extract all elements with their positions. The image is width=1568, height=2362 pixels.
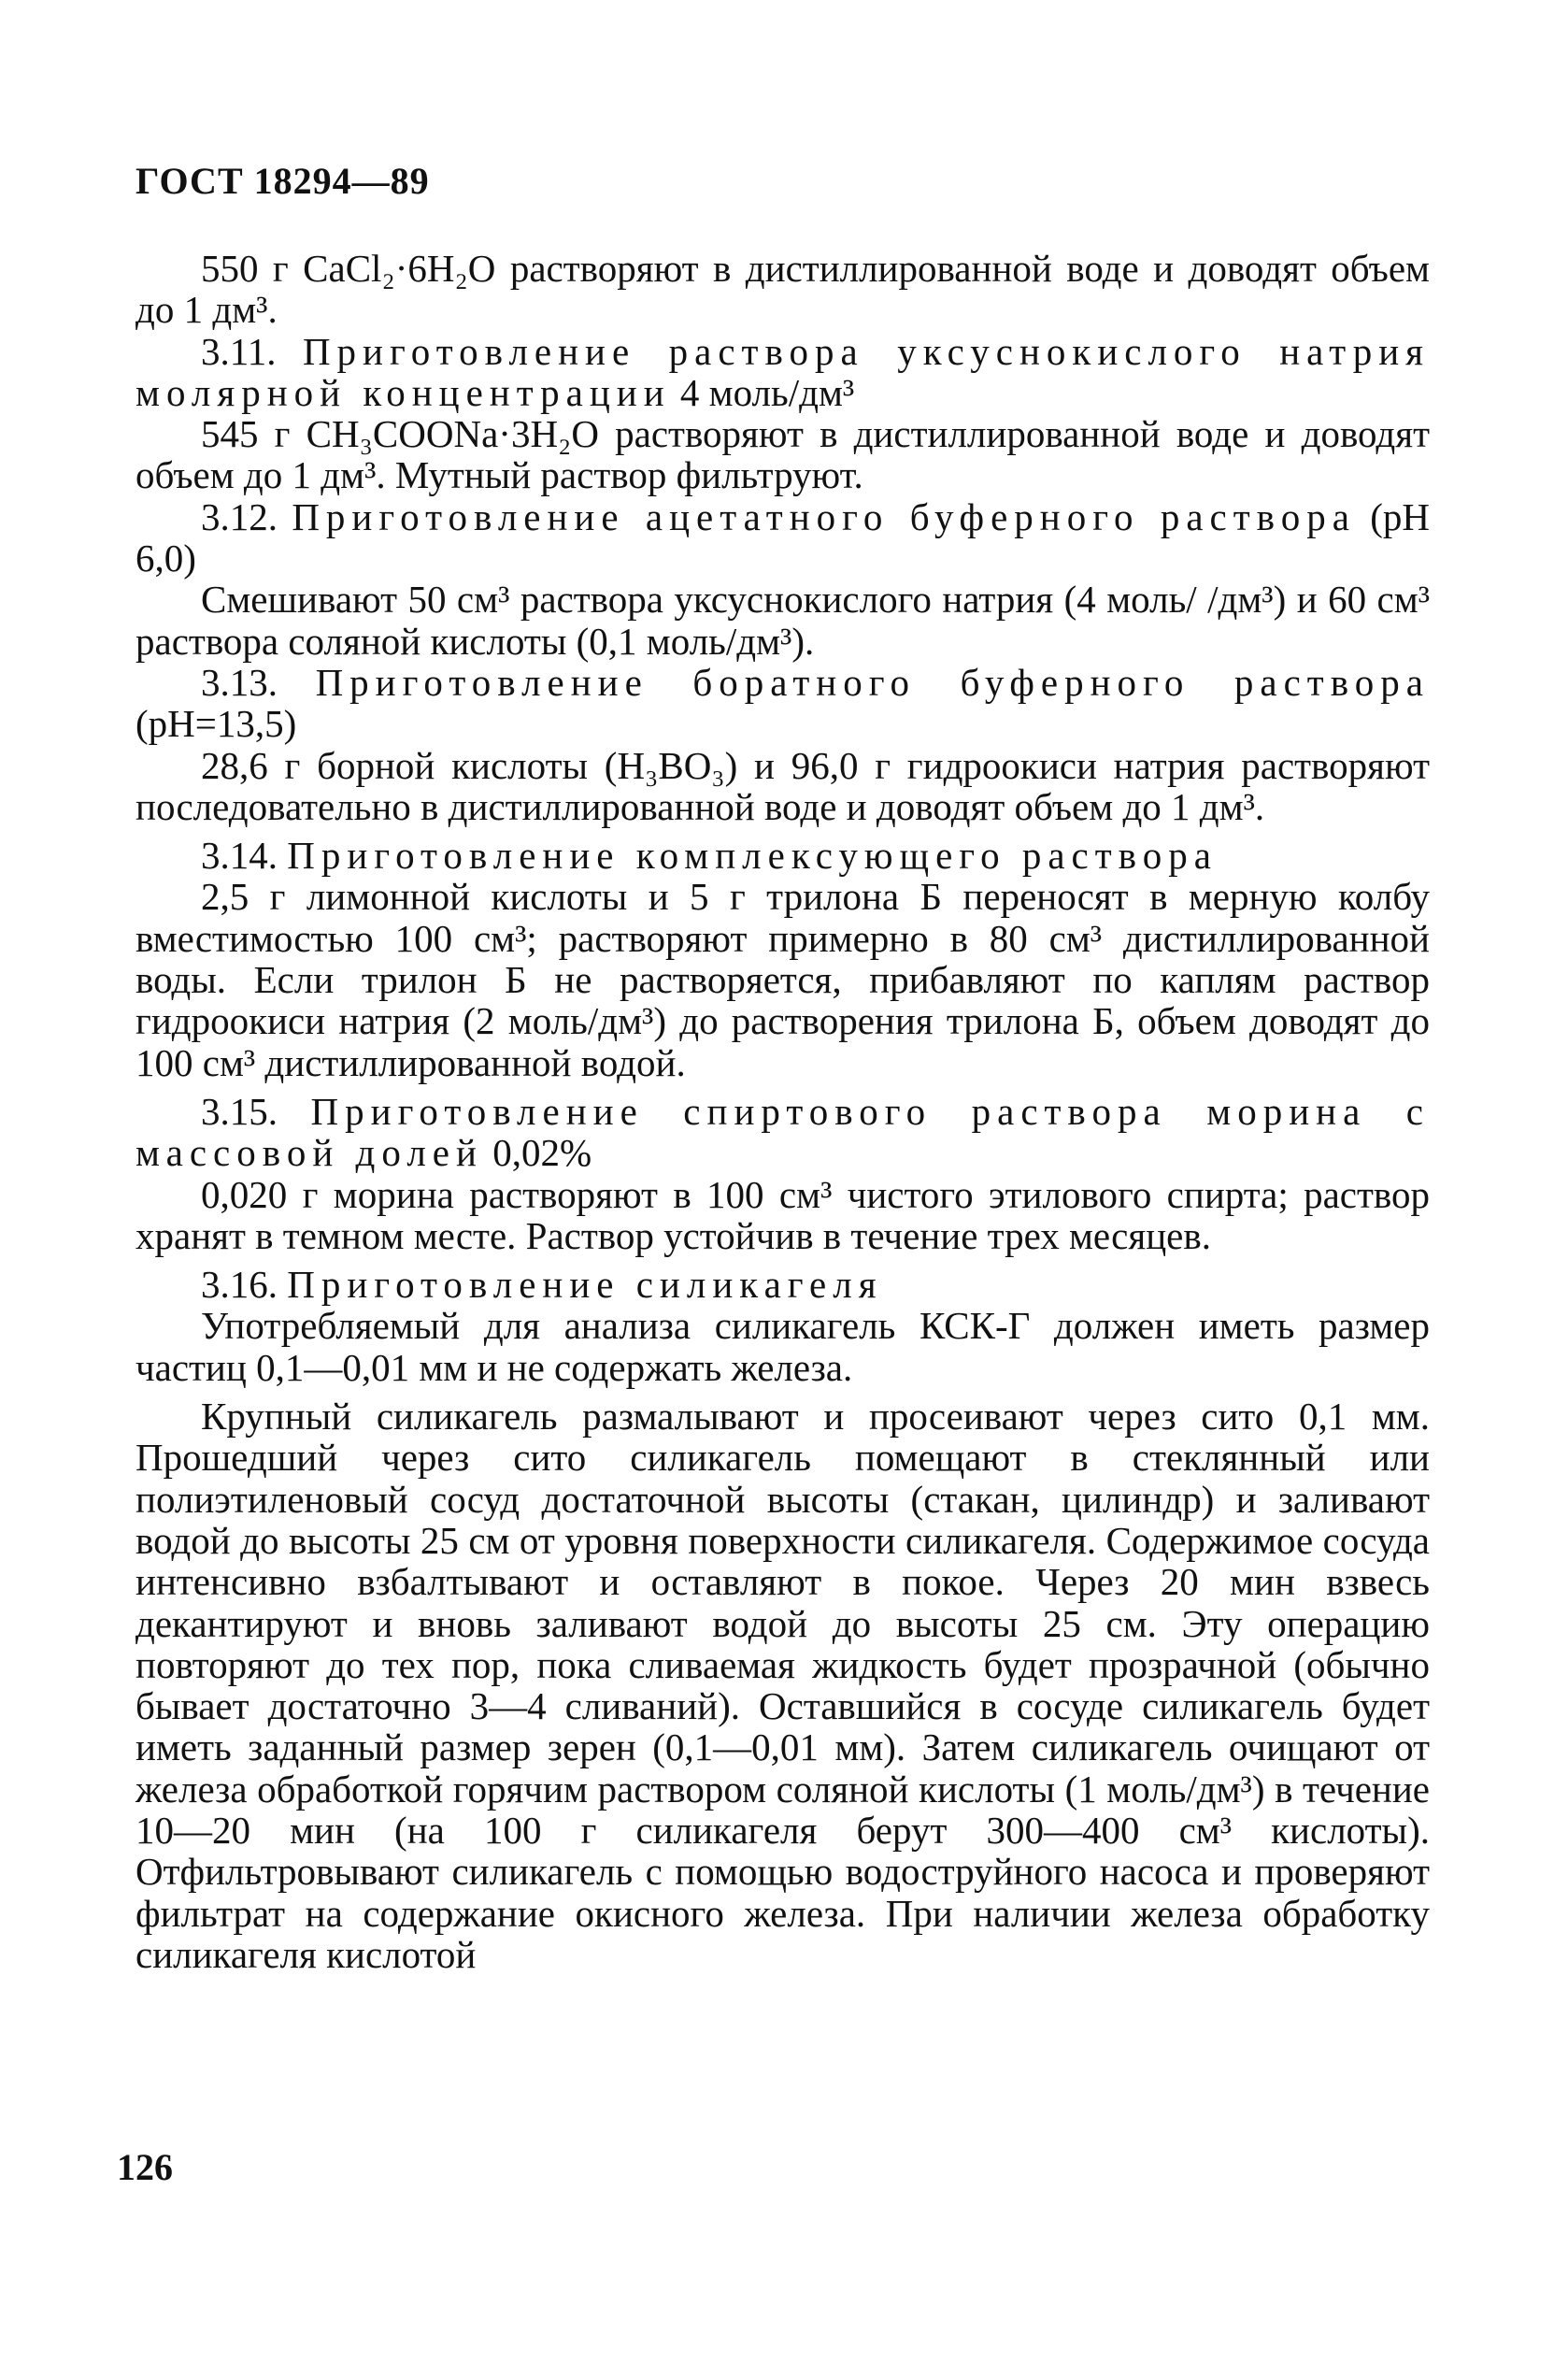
paragraph-12-text: Употребляемый для анализа силикагель КСК-Г должен иметь размер частиц 0,1—0,01 мм и не содержать железа. — [135, 1304, 1430, 1389]
paragraph-0 — [135, 248, 1430, 331]
section-3-16-heading — [135, 1264, 1430, 1305]
section-3-15-heading — [135, 1091, 1430, 1174]
document-body — [135, 248, 1430, 1975]
section-title: Приготовление силикагеля — [287, 1263, 883, 1307]
paragraph-0-text: 550 г CaCl₂·6H₂O растворяют в дистиллированной воде и доводят объем до 1 дм³. — [135, 247, 1430, 332]
paragraph-2 — [135, 413, 1430, 496]
section-title-suffix: 0,02% — [482, 1131, 592, 1175]
paragraph-6 — [135, 745, 1430, 828]
section-number: 3.11. — [201, 329, 277, 373]
document-page — [135, 159, 1430, 1975]
paragraph-4-text: Смешивают 50 см³ раствора уксуснокислого натрия (4 моль/ /дм³) и 60 см³ раствора соляной кислоты (0,1 моль/дм³). — [135, 578, 1430, 663]
section-number: 3.15. — [201, 1089, 278, 1133]
paragraph-2-text: 545 г CH₃COONa·3H₂O растворяют в дистиллированной воде и доводят объем до 1 дм³. Мутный раствор фильтруют. — [135, 412, 1430, 497]
document-header: ГОСТ 18294—89 — [135, 160, 430, 202]
section-number: 3.12. — [201, 494, 278, 538]
section-3-12-heading — [135, 496, 1430, 580]
section-title-suffix: 4 моль/дм³ — [670, 370, 855, 414]
section-title: Приготовление комплексующего раствора — [287, 834, 1218, 878]
section-number: 3.13. — [201, 660, 278, 704]
section-title-suffix: (pH 6,0) — [135, 494, 1431, 580]
paragraph-13 — [135, 1396, 1430, 1975]
paragraph-10-text: 0,020 г морина растворяют в 100 см³ чистого этилового спирта; раствор хранят в темном месте. Раствор устойчив в течение трех месяцев. — [135, 1172, 1430, 1257]
paragraph-12 — [135, 1305, 1430, 1388]
section-title: Приготовление боратного буферного раствора — [315, 660, 1430, 704]
paragraph-10 — [135, 1174, 1430, 1257]
section-title-suffix: (pH=13,5) — [135, 702, 297, 746]
paragraph-8-text: 2,5 г лимонной кислоты и 5 г трилона Б переносят в мерную колбу вместимостью 100 см³; растворяют примерно в 80 см³ дистиллированной воды. Если трилон Б не растворяется, прибавляют по каплям раствор гидроокиси натрия (2 моль/дм³) до растворения трилона Б, объем доводят до 100 см³ дистиллированной водой. — [135, 875, 1430, 1084]
section-title: Приготовление раствора уксуснокислого натрия молярной концентрации — [135, 329, 1430, 414]
section-3-13-heading — [135, 662, 1430, 745]
section-number: 3.14. — [201, 834, 278, 878]
paragraph-8 — [135, 876, 1430, 1082]
section-title: Приготовление ацетатного буферного раствора — [292, 494, 1356, 538]
paragraph-13-text: Крупный силикагель размалывают и просеивают через сито 0,1 мм. Прошедший через сито силикагель помещают в стеклянный или полиэтиленовый сосуд достаточной высоты (стакан, цилиндр) и заливают водой до высоты 25 см от уровня поверхности силикагеля. Содержимое сосуда интенсивно взбалтывают и оставляют в покое. Через 20 мин взвесь декантируют и вновь заливают водой до высоты 25 см. Эту операцию повторяют до тех пор, пока сливаемая жидкость будет прозрачной (обычно бывает достаточно 3—4 сливаний). Оставшийся в сосуде силикагель будет иметь заданный размер зерен (0,1—0,01 мм). Затем силикагель очищают от железа обработкой горячим раствором соляной кислоты (1 моль/дм³) в течение 10—20 мин (на 100 г силикагеля берут 300—400 см³ кислоты). Отфильтровывают силикагель с помощью водоструйного насоса и проверяют фильтрат на содержание окисного железа. При наличии железа обработку силикагеля кислотой — [135, 1395, 1430, 1976]
section-3-14-heading — [135, 835, 1430, 876]
section-number: 3.16. — [201, 1263, 278, 1307]
section-title: Приготовление спиртового раствора морина с массовой долей — [135, 1089, 1430, 1175]
page-number: 126 — [117, 2146, 173, 2188]
paragraph-6-text: 28,6 г борной кислоты (H₃BO₃) и 96,0 г гидроокиси натрия растворяют последовательно в дистиллированной воде и доводят объем до 1 дм³. — [135, 743, 1430, 828]
section-3-11-heading — [135, 331, 1430, 414]
paragraph-4 — [135, 579, 1430, 662]
